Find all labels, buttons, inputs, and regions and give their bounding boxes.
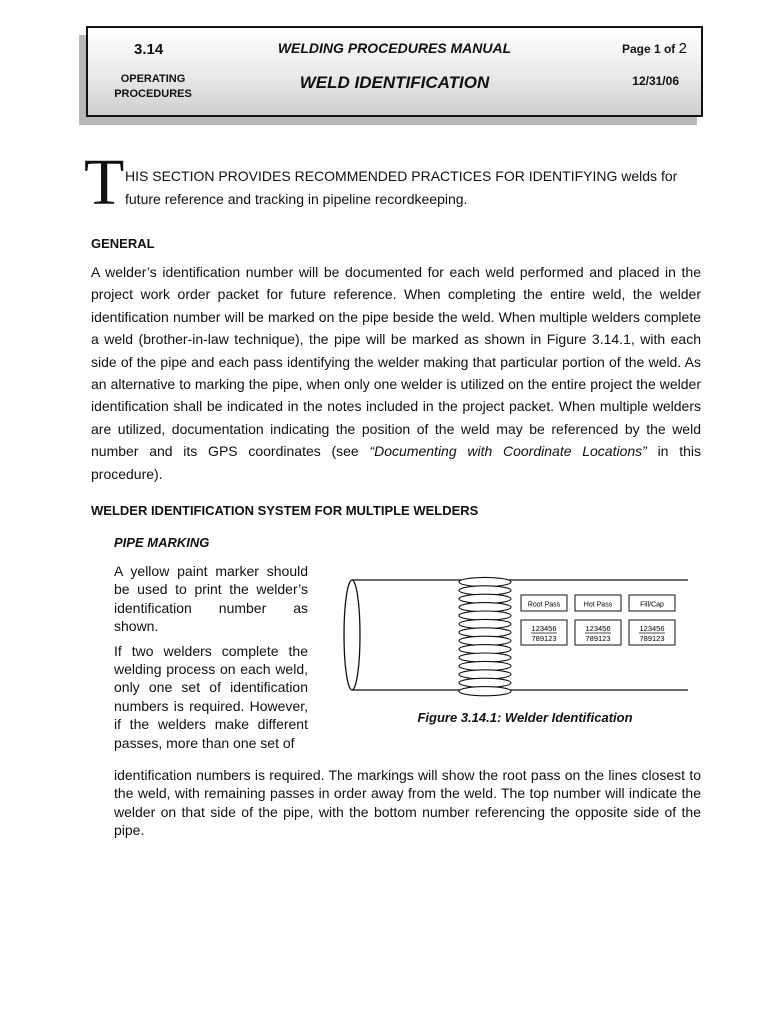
welder-number-bottom: 789123: [531, 634, 557, 643]
pass-label: Root Pass: [527, 601, 561, 609]
page-indicator: [622, 40, 687, 57]
welder-number-top: 123456: [531, 624, 557, 633]
page-label: Page 1 of: [621, 42, 676, 56]
weld-ring: [459, 670, 511, 679]
welder-number-top: 123456: [585, 624, 611, 633]
pipe-marking-column: [114, 562, 308, 752]
weld-ring: [459, 636, 511, 645]
manual-title: WELDING PROCEDURES MANUAL: [277, 40, 512, 56]
welder-number-bottom: 789123: [585, 634, 611, 643]
general-body-end: in this procedure).: [91, 443, 701, 482]
weld-ring: [459, 577, 511, 586]
page-total: 2: [678, 40, 687, 57]
figure-caption: Figure 3.14.1: Welder Identification: [417, 710, 633, 725]
weld-ring: [459, 594, 511, 603]
welder-number-top: 123456: [639, 624, 665, 633]
welder-identification-figure: [338, 570, 698, 700]
weld-ring: [459, 645, 511, 654]
pipe-end: [344, 580, 360, 690]
drop-cap: T: [84, 146, 125, 219]
section-title: WELD IDENTIFICATION: [299, 73, 490, 92]
coordinate-locations-reference: “Documenting with Coordinate Locations”: [369, 443, 647, 460]
revision-date: 12/31/06: [632, 74, 679, 88]
page-header: [86, 26, 703, 117]
multiple-welders-heading: WELDER IDENTIFICATION SYSTEM FOR MULTIPLE WELDERS: [91, 503, 479, 518]
weld-ring: [459, 653, 511, 662]
weld-ring: [459, 619, 511, 628]
weld-ring: [459, 586, 511, 595]
weld-ring: [459, 678, 511, 687]
category-label: OPERATING PROCEDURES: [114, 73, 192, 100]
general-heading: GENERAL: [91, 236, 155, 251]
intro-text: HIS SECTION PROVIDES RECOMMENDED PRACTICES FOR IDENTIFYING welds for future reference and tracking in pipeline recordkeeping.: [125, 168, 678, 207]
pass-label: Fill/Cap: [640, 601, 664, 609]
general-body-text: A welder’s identification number will be documented for each weld performed and placed in the project work order packet for future reference. When completing the entire weld, the welder identification number will be marked on the pipe beside the weld. When multiple welders complete a weld (brother-in-law technique), the pipe will be marked as shown in Figure 3.14.1, with each side of the pipe and each pass identifying the welder making that particular portion of the weld. As an alternative to marking the pipe, when only one welder is utilized on the entire project the welder identification shall be indicated in the notes included in the project packet. When multiple welders are utilized, documentation indicating the position of the weld may be referenced by the weld number and its GPS coordinates (see: [91, 264, 701, 460]
weld-ring: [459, 611, 511, 620]
pass-markings: [521, 595, 675, 645]
pipe-marking-para2: If two welders complete the welding process on each weld, only one set of identification numbers is required. However, if the welders make different passes, more than one set of: [114, 642, 308, 751]
pass-label: Hot Pass: [583, 601, 613, 609]
weld-ring: [459, 603, 511, 612]
pipe-marking-subheading: PIPE MARKING: [114, 535, 210, 550]
weld-ring: [459, 661, 511, 670]
pipe-marking-continuation: identification numbers is required. The markings will show the root pass on the lines closest to the weld, with remaining passes in order away from the weld. The top number will indicate the welder on that side of the pipe, with the bottom number referencing the opposite side of the pipe.: [114, 767, 701, 839]
weld-ring: [459, 628, 511, 637]
general-body: [91, 261, 701, 485]
weld-bead: [459, 577, 511, 695]
weld-ring: [459, 687, 511, 696]
section-number: 3.14: [134, 41, 164, 58]
welder-number-bottom: 789123: [639, 634, 665, 643]
pipe-marking-para1: A yellow paint marker should be used to print the welder’s identification number as shown.: [114, 563, 308, 635]
